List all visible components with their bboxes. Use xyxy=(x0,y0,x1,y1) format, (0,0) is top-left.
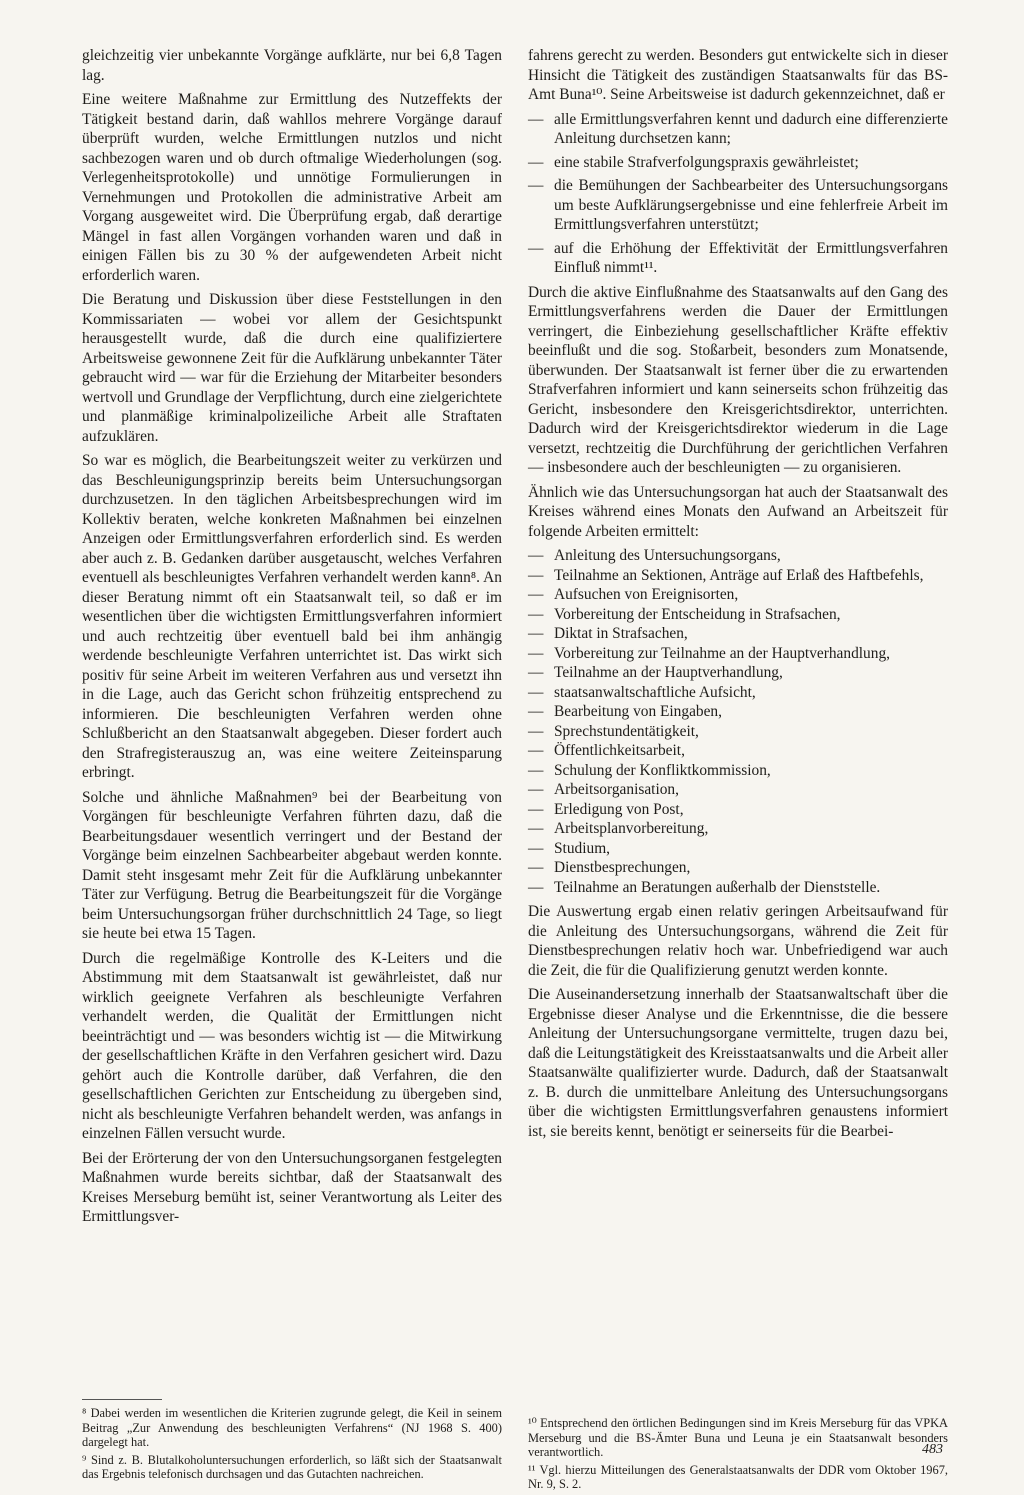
list-item: — Sprechstundentätigkeit, xyxy=(528,722,948,742)
right-column xyxy=(528,46,948,1146)
list-item: — Teilnahme an Beratungen außerhalb der Dienststelle. xyxy=(528,878,948,898)
paragraph: So war es möglich, die Bearbeitungszeit weiter zu verkürzen und das Beschleunigungsprinzip bereits beim Untersuchungsorgan durchzusetzen. In den täglichen Arbeitsbesprechungen wird im Kollektiv beraten, welche konkreten Maßnahmen bei einzelnen Anzeigen oder Ermittlungsverfahren erforderlich sind. Es werden aber auch z. B. Gedanken darüber ausgetauscht, welches Verfahren eventuell als beschleunigtes Verfahren verhandelt werden kann⁸. An dieser Beratung nimmt oft ein Staatsanwalt teil, so daß er im wesentlichen über die wichtigsten Ermittlungsverfahren informiert und auch rechtzeitig über eventuell bald bei ihm anhängig werdende beschleunigte Verfahren unterrichtet ist. Das wirkt sich positiv für seine Arbeit im weiteren Verfahren aus und versetzt ihn in die Lage, auch das Gericht schon frühzeitig entsprechend zu informieren. Die beschleunigten Verfahren werden ohne Schlußbericht an den Staatsanwalt abgegeben. Dieser fordert auch den Strafregisterauszug an, was eine weitere Zeiteinsparung erbringt. xyxy=(82,452,502,781)
footnote: ⁸ Dabei werden im wesentlichen die Kriterien zugrunde gelegt, die Keil in seinem Beitrag „Zur Anwendung des beschleunigten Verfahrens“ (NJ 1968 S. 400) dargelegt hat. xyxy=(82,1406,502,1449)
paragraph: Die Beratung und Diskussion über diese Feststellungen in den Kommissariaten — wobei vor allem der Gesichtspunkt herausgestellt wurde, daß die durch eine qualifiziertere Arbeitsweise gewonnene Zeit für die Aufklärung unbekannter Täter gebraucht wird — war für die Erziehung der Mitarbeiter besonders wertvoll und Grundlage der Verpflichtung, durch eine zielgerichtete und planmäßige kriminalpolizeiliche Arbeit alle Straftaten aufzuklären. xyxy=(82,291,502,445)
left-column xyxy=(82,46,502,1232)
list-item: — Anleitung des Untersuchungsorgans, xyxy=(528,546,948,566)
footnote: ⁹ Sind z. B. Blutalkoholuntersuchungen erforderlich, so läßt sich der Staatsanwalt das Ergebnis telefonisch durchsagen und das Gutachten nachreichen. xyxy=(82,1452,502,1481)
list-item: — Arbeitsplanvorbereitung, xyxy=(528,819,948,839)
criteria-list xyxy=(528,110,948,278)
work-activities-list xyxy=(528,546,948,897)
footnote: ¹⁰ Entsprechend den örtlichen Bedingungen sind im Kreis Merseburg für das VPKA Merseburg und die BS-Ämter Buna und Leuna je ein Staatsanwalt besonders verantwortlich. xyxy=(528,1416,948,1459)
page-number: 483 xyxy=(922,1442,943,1457)
list-item: — Teilnahme an Sektionen, Anträge auf Erlaß des Haftbefehls, xyxy=(528,566,948,586)
paragraph: Bei der Erörterung der von den Untersuchungsorganen festgelegten Maßnahmen wurde bereits sichtbar, daß der Staatsanwalt des Kreises Merseburg bemüht ist, seiner Verantwortung als Leiter des Ermittlungsver- xyxy=(82,1149,502,1225)
footnotes-left xyxy=(82,1399,502,1485)
list-item: — auf die Erhöhung der Effektivität der Ermittlungsverfahren Einfluß nimmt¹¹. xyxy=(528,239,948,278)
list-item: — Diktat in Strafsachen, xyxy=(528,624,948,644)
paragraph: Die Auseinandersetzung innerhalb der Staatsanwaltschaft über die Ergebnisse dieser Analyse und die Erkenntnisse, die die bessere Anleitung der Untersuchungsorgane vermittelte, trugen dazu bei, daß die Leitungstätigkeit des Kreisstaatsanwalts und die Arbeit aller Staatsanwälte qualifizierter wurde. Dadurch, daß der Staatsanwalt z. B. durch die unmittelbare Anleitung des Untersuchungsorgans über die wichtigsten Ermittlungsverfahren genaustens informiert ist, sie bereits kennt, benötigt er seinerseits für die Bearbei- xyxy=(528,986,948,1140)
paragraph: fahrens gerecht zu werden. Besonders gut entwickelte sich in dieser Hinsicht die Tätigkeit des zuständigen Staatsanwalts für das BS-Amt Buna¹⁰. Seine Arbeitsweise ist dadurch gekennzeichnet, daß er xyxy=(528,47,948,103)
list-item: — die Bemühungen der Sachbearbeiter des Untersuchungsorgans um beste Aufklärungsergebnisse und eine fehlerfreie Arbeit im Ermittlungsverfahren unterstützt; xyxy=(528,176,948,235)
list-item: — Dienstbesprechungen, xyxy=(528,858,948,878)
paragraph: Die Auswertung ergab einen relativ geringen Arbeitsaufwand für die Anleitung des Untersuchungsorgans, während die Zeit für Dienstbesprechungen relativ hoch war. Unbefriedigend war auch die Zeit, die für die Qualifizierung genutzt werden konnte. xyxy=(528,903,948,979)
paragraph: Solche und ähnliche Maßnahmen⁹ bei der Bearbeitung von Vorgängen für beschleunigte Verfahren führten dazu, daß die Bearbeitungsdauer wesentlich verringert und der Bestand der Vorgänge beim einzelnen Sachbearbeiter abgebaut werden konnte. Damit steht insgesamt mehr Zeit für die Aufklärung unbekannter Täter zur Verfügung. Betrug die Bearbeitungszeit für die Vorgänge beim Untersuchungsorgan früher durchschnittlich 24 Tage, so liegt sie heute bei etwa 15 Tagen. xyxy=(82,788,502,942)
list-item: — Vorbereitung zur Teilnahme an der Hauptverhandlung, xyxy=(528,644,948,664)
paragraph: Durch die regelmäßige Kontrolle des K-Leiters und die Abstimmung mit dem Staatsanwalt ist gewährleistet, daß nur wirklich geeignete Verfahren als beschleunigte Verfahren verhandelt werden, die Qualität der Ermittlungen nicht beeinträchtigt und — was besonders wichtig ist — die Mitwirkung der gesellschaftlichen Kräfte in den Verfahren gesichert wird. Dazu gehört auch die Kontrolle darüber, daß Verfahren, die den gesellschaftlichen Gerichten zur Entscheidung zu übergeben sind, nicht als beschleunigte Verfahren behandelt werden, was anfangs in einzelnen Fällen versucht wurde. xyxy=(82,949,502,1142)
list-item: — Erledigung von Post, xyxy=(528,800,948,820)
footnote: ¹¹ Vgl. hierzu Mitteilungen des Generalstaatsanwalts der DDR vom Oktober 1967, Nr. 9, S. 2. xyxy=(528,1462,948,1491)
list-item: — Öffentlichkeitsarbeit, xyxy=(528,741,948,761)
paragraph: Ähnlich wie das Untersuchungsorgan hat auch der Staatsanwalt des Kreises während eines Monats den Aufwand an Arbeitszeit für folgende Arbeiten ermittelt: xyxy=(528,483,948,540)
list-item: — Vorbereitung der Entscheidung in Strafsachen, xyxy=(528,605,948,625)
paragraph: gleichzeitig vier unbekannte Vorgänge aufklärte, nur bei 6,8 Tagen lag. xyxy=(82,47,502,84)
list-item: — Schulung der Konfliktkommission, xyxy=(528,761,948,781)
list-item: — alle Ermittlungsverfahren kennt und dadurch eine differenzierte Anleitung durchsetzen kann; xyxy=(528,110,948,149)
list-item: — Bearbeitung von Eingaben, xyxy=(528,702,948,722)
list-item: — eine stabile Strafverfolgungspraxis gewährleistet; xyxy=(528,153,948,173)
list-item: — Arbeitsorganisation, xyxy=(528,780,948,800)
paragraph: Durch die aktive Einflußnahme des Staatsanwalts auf den Gang des Ermittlungsverfahrens werden die Dauer der Ermittlungen verringert, die Einbeziehung gesellschaftlicher Kräfte effektiv beeinflußt und die sog. Stoßarbeit, besonders zum Monatsende, überwunden. Der Staatsanwalt ist ferner über die zu erwartenden Strafverfahren informiert und kann seinerseits schon frühzeitig das Gericht, insbesondere den Kreisgerichtsdirektor, unterrichten. Dadurch wird der Kreisgerichtsdirektor wiederum in die Lage versetzt, rechtzeitig die Durchführung der gerichtlichen Verfahren — insbesondere auch der beschleunigten — zu organisieren. xyxy=(528,283,948,476)
paragraph: Eine weitere Maßnahme zur Ermittlung des Nutzeffekts der Tätigkeit bestand darin, daß wahllos mehrere Vorgänge darauf überprüft wurden, welche Ermittlungen nutzlos und nicht sachbezogen waren und ob durch oftmalige Wiederholungen (sog. Verlegenheitsprotokolle) und unnötige Formulierungen in Vernehmungen und Protokollen die administrative Arbeit am Vorgang ausgeweitet wird. Die Überprüfung ergab, daß derartige Mängel in fast allen Vorgängen vorhanden waren und daß in einigen Fällen bis zu 30 % der aufgewendeten Arbeit nicht erforderlich waren. xyxy=(82,91,502,284)
list-item: — staatsanwaltschaftliche Aufsicht, xyxy=(528,683,948,703)
footnote-rule xyxy=(82,1399,162,1400)
list-item: — Studium, xyxy=(528,839,948,859)
list-item: — Aufsuchen von Ereignisorten, xyxy=(528,585,948,605)
list-item: — Teilnahme an der Hauptverhandlung, xyxy=(528,663,948,683)
